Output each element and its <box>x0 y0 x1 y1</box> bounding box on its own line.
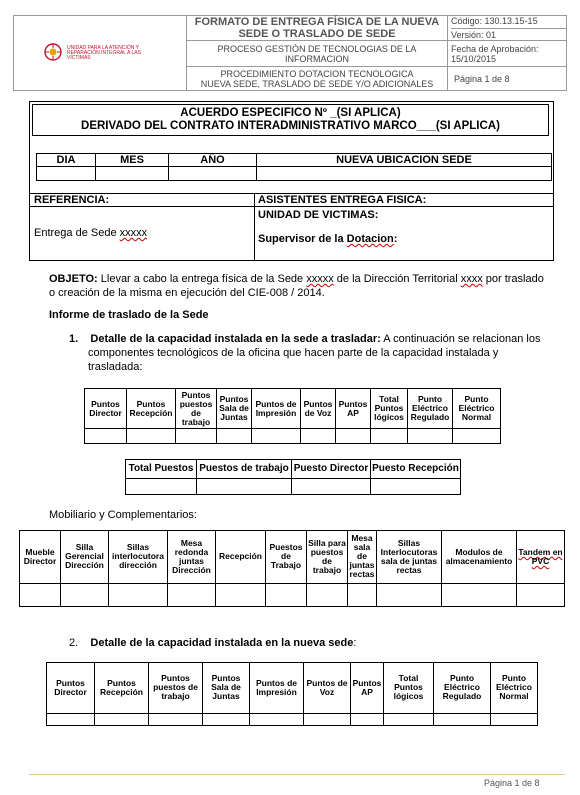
new-location-cell[interactable] <box>257 167 552 181</box>
points-header: Punto Eléctrico Regulado <box>434 663 491 714</box>
points-cell[interactable] <box>434 713 491 725</box>
points-header: Puntos AP <box>351 663 384 714</box>
furniture-cell[interactable] <box>20 583 61 606</box>
points-cell[interactable] <box>203 713 250 725</box>
section-1-title: Detalle de la capacidad instalada en la sede a trasladar: <box>90 333 381 345</box>
reference-label: REFERENCIA: <box>34 194 110 206</box>
month-cell[interactable] <box>96 167 169 181</box>
furniture-header: Sillas Interlocutoras sala de juntas rectas <box>377 531 442 584</box>
totals-header: Puestos de trabajo <box>197 460 292 479</box>
logo-cell <box>14 16 187 91</box>
totals-cell[interactable] <box>197 478 292 494</box>
furniture-cell[interactable] <box>61 583 109 606</box>
totals-cell[interactable] <box>126 478 197 494</box>
points-cell[interactable] <box>336 429 371 444</box>
day-cell[interactable] <box>37 167 96 181</box>
furniture-cell[interactable] <box>348 583 377 606</box>
points-header: Puntos de Voz <box>301 389 336 429</box>
section-2-title: Detalle de la capacidad instalada en la nueva sede <box>90 637 354 649</box>
points-cell[interactable] <box>384 713 434 725</box>
section-1: 1. Detalle de la capacidad instalada en la sede a trasladar: A continuación se relacionan los componentes tecnológicos de la oficina que hacen parte de la capacidad instalada y trasladada: <box>69 333 541 373</box>
points-header: Puntos puestos de trabajo <box>176 389 217 429</box>
report-title: Informe de traslado de la Sede <box>49 309 209 321</box>
attendees-label: ASISTENTES ENTREGA FISICA: <box>258 194 427 206</box>
totals-cell[interactable] <box>292 478 371 494</box>
supervisor-label: Supervisor de la Dotacion: <box>258 233 398 245</box>
new-location-header: NUEVA UBICACION SEDE <box>257 154 552 167</box>
furniture-table <box>19 530 565 607</box>
furniture-cell[interactable] <box>377 583 442 606</box>
logo-emblem-icon <box>43 42 63 64</box>
totals-header: Total Puestos <box>126 460 197 479</box>
points-header: Puntos Director <box>47 663 95 714</box>
furniture-cell[interactable] <box>442 583 517 606</box>
document-title: FORMATO DE ENTREGA FÍSICA DE LA NUEVA SEDE O TRASLADO DE SEDE <box>187 16 448 41</box>
furniture-cell[interactable] <box>168 583 216 606</box>
objective-paragraph: OBJETO: Llevar a cabo la entrega física de la Sede xxxxx de la Dirección Territorial xxxx por traslado o creación de la misma en ejecución del CIE-008 / 2014. <box>49 273 544 299</box>
points-header: Puntos de Impresión <box>250 663 304 714</box>
totals-header: Puesto Recepción <box>371 460 461 479</box>
furniture-cell[interactable] <box>517 583 565 606</box>
points-header: Puntos de Impresión <box>252 389 301 429</box>
points-cell[interactable] <box>176 429 217 444</box>
furniture-cell[interactable] <box>109 583 168 606</box>
points-cell[interactable] <box>217 429 252 444</box>
reference-divider-2 <box>30 206 553 207</box>
reference-vertical-divider <box>254 193 255 260</box>
points-cell[interactable] <box>127 429 176 444</box>
points-header: Puntos Sala de Juntas <box>203 663 250 714</box>
points-header: Total Puntos lógicos <box>371 389 408 429</box>
totals-table <box>125 459 461 495</box>
points-header: Puntos de Voz <box>304 663 351 714</box>
furniture-header: Mesa sala de juntas rectas <box>348 531 377 584</box>
points-cell[interactable] <box>252 429 301 444</box>
victims-unit-label: UNIDAD DE VICTIMAS: <box>258 209 379 221</box>
points-header: Puntos puestos de trabajo <box>149 663 203 714</box>
points-cell[interactable] <box>453 429 501 444</box>
totals-cell[interactable] <box>371 478 461 494</box>
points-header: Puntos AP <box>336 389 371 429</box>
furniture-cell[interactable] <box>216 583 266 606</box>
year-cell[interactable] <box>169 167 257 181</box>
points-cell[interactable] <box>351 713 384 725</box>
agreement-title: ACUERDO ESPECIFICO Nº _(SI APLICA) DERIVADO DEL CONTRATO INTERADMINISTRATIVO MARCO___(SI APLICA) <box>32 104 549 136</box>
reference-value[interactable]: Entrega de Sede xxxxx <box>34 227 148 239</box>
points-cell[interactable] <box>408 429 453 444</box>
furniture-header: Modulos de almacenamiento <box>442 531 517 584</box>
furniture-header: Mueble Director <box>20 531 61 584</box>
points-table-new-site <box>46 662 538 726</box>
procedure-name: PROCEDIMIENTO DOTACION TECNOLOGICA NUEVA SEDE, TRASLADO DE SEDE Y/O ADICIONALES <box>187 67 448 91</box>
furniture-header: Mesa redonda juntas Dirección <box>168 531 216 584</box>
furniture-title: Mobiliario y Complementarios: <box>49 509 197 521</box>
furniture-header: Silla Gerencial Dirección <box>61 531 109 584</box>
date-table <box>36 153 552 181</box>
points-header: Punto Eléctrico Normal <box>453 389 501 429</box>
furniture-header: Silla para puestos de trabajo <box>307 531 348 584</box>
furniture-header: Sillas interlocutora dirección <box>109 531 168 584</box>
points-table <box>84 388 501 444</box>
points-cell[interactable] <box>491 713 538 725</box>
points-cell[interactable] <box>85 429 127 444</box>
furniture-header: Tandem en PVC <box>517 531 565 584</box>
month-header: MES <box>96 154 169 167</box>
points-header: Puntos Recepción <box>127 389 176 429</box>
points-cell[interactable] <box>149 713 203 725</box>
footer-page-number: Página 1 de 8 <box>484 778 540 788</box>
process-name: PROCESO GESTIÓN DE TECNOLOGIAS DE LA INFORMACION <box>187 41 448 67</box>
points-cell[interactable] <box>304 713 351 725</box>
document-header <box>13 15 567 91</box>
points-header: Punto Eléctrico Regulado <box>408 389 453 429</box>
agreement-box <box>29 101 554 261</box>
points-cell[interactable] <box>47 713 95 725</box>
furniture-header: Puestos de Trabajo <box>266 531 307 584</box>
points-header: Total Puntos lógicos <box>384 663 434 714</box>
points-header: Puntos Recepción <box>95 663 149 714</box>
approval-cell: Fecha de Aprobación: 15/10/2015 <box>448 41 567 67</box>
section-2: 2. Detalle de la capacidad instalada en la nueva sede: <box>69 637 357 649</box>
footer-divider <box>29 774 565 775</box>
logo-text: UNIDAD PARA LA ATENCIÓN Y REPARACIÓN INTEGRAL A LAS VÍCTIMAS <box>67 44 141 61</box>
day-header: DIA <box>37 154 96 167</box>
furniture-header: Recepción <box>216 531 266 584</box>
furniture-cell[interactable] <box>266 583 307 606</box>
points-cell[interactable] <box>250 713 304 725</box>
points-header: Puntos Director <box>85 389 127 429</box>
header-page-number: Página 1 de 8 <box>448 67 567 91</box>
points-cell[interactable] <box>371 429 408 444</box>
points-header: Puntos Sala de Juntas <box>217 389 252 429</box>
furniture-cell[interactable] <box>307 583 348 606</box>
points-header: Punto Eléctrico Normal <box>491 663 538 714</box>
code-cell: Código: 130.13.15-15 Versión: 01 <box>448 16 567 41</box>
totals-header: Puesto Director <box>292 460 371 479</box>
points-cell[interactable] <box>301 429 336 444</box>
points-cell[interactable] <box>95 713 149 725</box>
year-header: AÑO <box>169 154 257 167</box>
